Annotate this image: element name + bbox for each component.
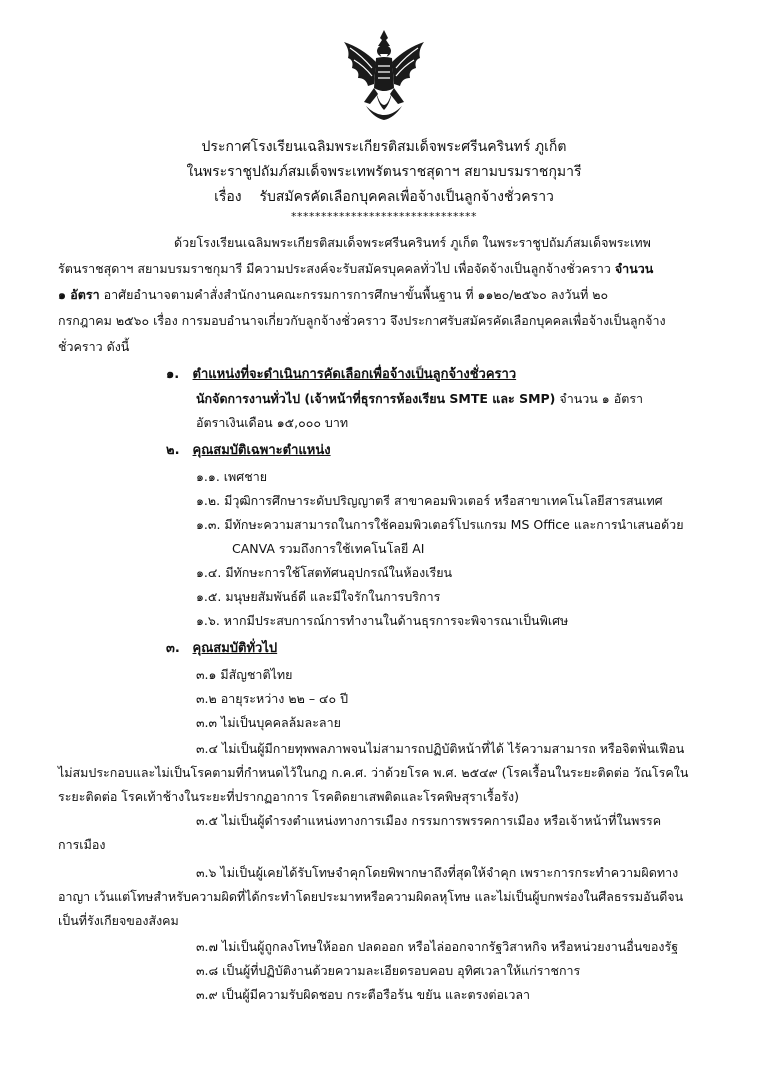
general-item: ๓.๓ ไม่เป็นบุคคลล้มละลาย bbox=[196, 715, 341, 730]
section-2-number: ๒. bbox=[166, 443, 180, 458]
subject-label: เรื่อง bbox=[214, 189, 242, 205]
spec-item: ๑.๓. มีทักษะความสามารถในการใช้คอมพิวเตอร์โปรแกรม MS Office และการนำเสนอด้วย bbox=[196, 517, 684, 532]
intro-line-2-text: รัตนราชสุดาฯ สยามบรมราชกุมารี มีความประสงค์จะรับสมัครบุคคลทั่วไป เพื่อจัดจ้างเป็นลูกจ้างชั่วคราว bbox=[58, 261, 611, 276]
general-item: ๓.๖ ไม่เป็นผู้เคยได้รับโทษจำคุกโดยพิพากษาถึงที่สุดให้จำคุก เพราะการกระทำความผิดทาง bbox=[196, 865, 679, 880]
position-count: จำนวน ๑ อัตรา bbox=[559, 391, 644, 406]
subject-line bbox=[0, 185, 768, 209]
section-1-number: ๑. bbox=[166, 367, 180, 382]
intro-line-5: ชั่วคราว ดังนี้ bbox=[58, 339, 130, 354]
subject-text: รับสมัครคัดเลือกบุคคลเพื่อจ้างเป็นลูกจ้างชั่วคราว bbox=[259, 189, 554, 205]
spec-item: ๑.๑. เพศชาย bbox=[196, 469, 268, 484]
salary-line: อัตราเงินเดือน ๑๕,๐๐๐ บาท bbox=[196, 415, 349, 430]
intro-count-label: จำนวน bbox=[614, 261, 654, 276]
general-item-continued: ระยะติดต่อ โรคเท้าช้างในระยะที่ปรากฏอาการ โรคติดยาเสพติดและโรคพิษสุราเรื้อรัง) bbox=[58, 789, 520, 804]
general-item: ๓.๘ เป็นผู้ที่ปฏิบัติงานด้วยความละเอียดรอบคอบ อุทิศเวลาให้แก่ราชการ bbox=[196, 963, 581, 978]
general-item: ๓.๙ เป็นผู้มีความรับผิดชอบ กระตือรือร้น ขยัน และตรงต่อเวลา bbox=[196, 987, 531, 1002]
spec-item: ๑.๔. มีทักษะการใช้โสตทัศนอุปกรณ์ในห้องเรียน bbox=[196, 565, 453, 580]
spec-item: ๑.๒. มีวุฒิการศึกษาระดับปริญญาตรี สาขาคอมพิวเตอร์ หรือสาขาเทคโนโลยีสารสนเทศ bbox=[196, 493, 663, 508]
general-item: ๓.๔ ไม่เป็นผู้มีกายทุพพลภาพจนไม่สามารถปฏิบัติหน้าที่ได้ ไร้ความสามารถ หรือจิตฟั่นเฟือน bbox=[196, 741, 685, 756]
section-1-title: ตำแหน่งที่จะดำเนินการคัดเลือกเพื่อจ้างเป็นลูกจ้างชั่วคราว bbox=[192, 367, 517, 382]
intro-line-1: ด้วยโรงเรียนเฉลิมพระเกียรติสมเด็จพระศรีนครินทร์ ภูเก็ต ในพระราชูปถัมภ์สมเด็จพระเทพ bbox=[174, 235, 651, 250]
general-item-continued: การเมือง bbox=[58, 837, 106, 852]
intro-line-3-text: อาศัยอำนาจตามคำสั่งสำนักงานคณะกรรมการการศึกษาขั้นพื้นฐาน ที่ ๑๑๒๐/๒๕๖๐ ลงวันที่ ๒๐ bbox=[103, 287, 609, 302]
intro-line-4: กรกฎาคม ๒๕๖๐ เรื่อง การมอบอำนาจเกี่ยวกับลูกจ้างชั่วคราว จึงประกาศรับสมัครคัดเลือกบุคคลเพื่อจ้างเป็นลูกจ้าง bbox=[58, 313, 666, 328]
garuda-emblem-icon bbox=[334, 28, 434, 128]
intro-count-value: ๑ อัตรา bbox=[58, 287, 100, 302]
spec-item: ๑.๕. มนุษยสัมพันธ์ดี และมีใจรักในการบริการ bbox=[196, 589, 441, 604]
general-item: ๓.๑ มีสัญชาติไทย bbox=[196, 667, 293, 682]
position-line bbox=[196, 388, 643, 410]
section-2-title: คุณสมบัติเฉพาะตำแหน่ง bbox=[192, 443, 331, 458]
patronage-line: ในพระราชูปถัมภ์สมเด็จพระเทพรัตนราชสุดาฯ สยามบรมราชกุมารี bbox=[186, 164, 582, 180]
general-item-continued: เป็นที่รังเกียจของสังคม bbox=[58, 913, 179, 928]
general-item-continued: อาญา เว้นแต่โทษสำหรับความผิดที่ได้กระทำโดยประมาทหรือความผิดลหุโทษ และไม่เป็นผู้บกพร่องในศีลธรรมอันดีจน bbox=[58, 889, 684, 904]
position-title: นักจัดการงานทั่วไป (เจ้าหน้าที่ธุรการห้องเรียน SMTE และ SMP) bbox=[196, 391, 556, 406]
general-item-continued: ไม่สมประกอบและไม่เป็นโรคตามที่กำหนดไว้ในกฎ ก.ค.ศ. ว่าด้วยโรค พ.ศ. ๒๕๔๙ (โรคเรื้อนในระยะติดต่อ วัณโรคใน bbox=[58, 765, 689, 780]
general-item: ๓.๒ อายุระหว่าง ๒๒ – ๔๐ ปี bbox=[196, 691, 349, 706]
general-item: ๓.๕ ไม่เป็นผู้ดำรงตำแหน่งทางการเมือง กรรมการพรรคการเมือง หรือเจ้าหน้าที่ในพรรค bbox=[196, 813, 662, 828]
intro-line-2 bbox=[58, 258, 653, 280]
intro-line-3 bbox=[58, 284, 608, 306]
section-2-heading bbox=[166, 440, 331, 462]
section-3-heading bbox=[166, 638, 277, 660]
stars-divider: ******************************* bbox=[291, 210, 477, 223]
spec-item: ๑.๖. หากมีประสบการณ์การทำงานในด้านธุรการจะพิจารณาเป็นพิเศษ bbox=[196, 613, 569, 628]
school-name-line: ประกาศโรงเรียนเฉลิมพระเกียรติสมเด็จพระศรีนครินทร์ ภูเก็ต bbox=[201, 139, 567, 155]
section-3-number: ๓. bbox=[166, 641, 180, 656]
section-1-heading bbox=[166, 364, 516, 386]
spec-item-continued: CANVA รวมถึงการใช้เทคโนโลยี AI bbox=[232, 541, 425, 556]
section-3-title: คุณสมบัติทั่วไป bbox=[192, 641, 278, 656]
general-item: ๓.๗ ไม่เป็นผู้ถูกลงโทษให้ออก ปลดออก หรือไล่ออกจากรัฐวิสาหกิจ หรือหน่วยงานอื่นของรัฐ bbox=[196, 939, 679, 954]
